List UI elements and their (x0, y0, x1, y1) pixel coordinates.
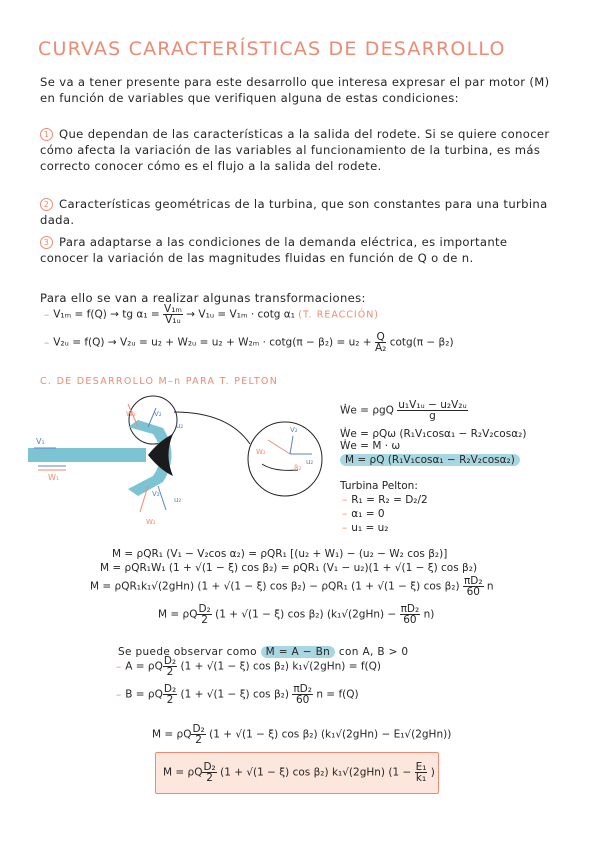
fraction (163, 656, 177, 677)
fraction (397, 400, 468, 421)
label-zoom-u2: u₂ (306, 458, 314, 466)
denominator: 60 (295, 694, 310, 706)
fraction (292, 684, 313, 705)
label-zoom-w2: W₂ (256, 448, 266, 456)
observe-text: con A, B > 0 (338, 646, 409, 658)
eq-text: n) (423, 608, 435, 621)
eq-text: cotg(π − β₂) (389, 336, 454, 349)
section-heading: C. DE DESARROLLO M–n PARA T. PELTON (40, 376, 279, 387)
fraction (375, 332, 386, 353)
pelton-condition-2: – α₁ = 0 (342, 508, 385, 520)
fraction (463, 576, 484, 597)
label-v2-bottom: V₂ (152, 490, 160, 498)
label-w2-top: W₂ (126, 410, 136, 418)
fraction (163, 304, 183, 325)
derivation-line-1: M = ρQR₁ (V₁ − V₂cos α₂) = ρQR₁ [(u₂ + W₁) − (u₂ − W₂ cos β₂)] (112, 548, 448, 560)
eq-text: (1 + √(1 − ξ) cos β₂) k₁√(2gHn) (1 − (220, 766, 412, 779)
numerator: u₁V₁ᵤ − u₂V₂ᵤ (398, 399, 467, 411)
label-zoom-beta: β₂ (294, 464, 302, 472)
eq-text: M = ρQ (158, 608, 198, 621)
denominator: A₂ (374, 342, 387, 354)
intro-paragraph: Se va a tener presente para este desarrollo que interesa expresar el par motor (M) en función de variables que verifiquen alguna de estas condiciones: (40, 75, 550, 105)
denominator: k₁ (415, 772, 427, 784)
zoom-v2-vector (290, 436, 293, 454)
highlight-pill: M = A − Bn (261, 646, 336, 658)
eq-text: A = ρQ (125, 660, 163, 673)
label-u2-bottom: u₂ (174, 496, 182, 504)
condition-text: u₁ = u₂ (351, 522, 389, 534)
item-text: Que dependan de las características a la salida del rodete. Si se quiere conocer cómo afecta la variación de las variables al funcionamiento de la turbina, es más correcto conocer cómo es el flujo a la salida del rodete. (40, 127, 550, 173)
label-v2-top: V₂ (154, 410, 162, 418)
observe-text: Se puede observar como (118, 646, 257, 658)
item-number: 1 (40, 128, 53, 141)
eq-text: M = ρQ (152, 728, 192, 741)
reaction-tag: (T. REACCIÓN) (298, 309, 380, 321)
numerator: E₁ (415, 761, 427, 773)
eq-text: M = ρQR₁k₁√(2gHn) (1 + √(1 − ξ) cos β₂) − ρQR₁ (1 + √(1 − ξ) cos β₂) (90, 580, 460, 593)
we-eq-1 (340, 400, 468, 421)
fraction (400, 604, 421, 625)
transform-eq-2: – V₂ᵤ = f(Q) → V₂ᵤ = u₂ + W₂ᵤ = u₂ + W₂ₘ · cotg(π − β₂) = u₂ + $\frac{Q}{\text{A₂}}$ cotg(π − β₂) (44, 331, 454, 354)
denominator: 2 (195, 734, 202, 746)
water-jet (28, 448, 146, 462)
numerator: D₂ (163, 655, 177, 667)
denominator: 2 (166, 694, 174, 706)
list-item-3 (40, 234, 560, 266)
eq-text: M = ρQ (163, 766, 203, 779)
eq-text: (1 + √(1 − ξ) cos β₂) k₁√(2gHn) = f(Q) (180, 660, 382, 673)
eq-text: B = ρQ (125, 688, 163, 701)
numerator: D₂ (163, 683, 177, 695)
label-v1: V₁ (36, 437, 45, 446)
pelton-condition-3: – u₁ = u₂ (342, 522, 389, 534)
page-title: CURVAS CARACTERÍSTICAS DE DESARROLLO (38, 38, 506, 60)
item-text: Para adaptarse a las condiciones de la demanda eléctrica, es importante conocer la variación de las magnitudes fluidas en función de Q o de n. (40, 235, 508, 265)
we-eq-3: Ẇe = M · ω (340, 440, 401, 452)
denominator: 60 (403, 614, 417, 626)
zoom-connector (174, 412, 250, 444)
eq-text: → V₁ᵤ = V₁ₘ · cotg α₁ (186, 308, 295, 321)
numerator: D₂ (198, 603, 211, 615)
highlight-pill: M = ρQ (R₁V₁cosα₁ − R₂V₂cosα₂) (340, 454, 520, 466)
eq-text: V₂ᵤ = f(Q) → V₂ᵤ = u₂ + W₂ᵤ = u₂ + W₂ₘ · cotg(π − β₂) = u₂ + (53, 336, 372, 349)
item-number: 3 (40, 236, 53, 249)
condition-text: α₁ = 0 (351, 508, 385, 520)
label-w1: W₁ (48, 473, 60, 482)
label-w2-bottom: W₂ (146, 518, 156, 526)
label-u2-top: u₂ (176, 422, 184, 430)
we-eq-2: Ẇe = ρQω (R₁V₁cosα₁ − R₂V₂cosα₂) (340, 428, 527, 440)
zoom-w2-vector (268, 440, 290, 454)
eq-text: n = f(Q) (316, 688, 359, 701)
numerator: D₂ (192, 723, 205, 735)
eq-text: Ẇe = ρgQ (340, 404, 394, 417)
numerator: Q (376, 331, 385, 343)
fraction (415, 762, 428, 783)
transform-eq-1: – V₁ₘ = f(Q) → tg α₁ = $\frac{\text{V₁ₘ}}{\text{V₁ᵤ}}$ → V₁ᵤ = V₁ₘ · cotg α₁ (T. REACCIÓN) (44, 303, 380, 326)
zoom-bucket-edge (262, 464, 298, 470)
pelton-condition-1: – R₁ = R₂ = D₂/2 (342, 494, 428, 506)
fraction (163, 684, 177, 705)
item-text: Características geométricas de la turbina, que son constantes para una turbina dada. (40, 197, 548, 227)
eq-text: (1 + √(1 − ξ) cos β₂) (180, 688, 289, 701)
eq-text: n (486, 580, 494, 593)
denominator: 2 (201, 614, 208, 626)
denominator: V₁ᵤ (165, 314, 181, 326)
final-eq (163, 762, 435, 783)
derivation-line-3 (90, 576, 494, 597)
list-item-2 (40, 196, 560, 228)
m-e1-eq (152, 724, 451, 745)
numerator: πD₂ (293, 683, 312, 695)
item-number: 2 (40, 198, 53, 211)
numerator: πD₂ (463, 575, 483, 587)
eq-text: (1 + √(1 − ξ) cos β₂) (k₁√(2gHn) − E₁√(2gHn)) (209, 728, 452, 741)
numerator: πD₂ (400, 603, 420, 615)
m-highlight-eq (340, 454, 520, 466)
m-main-eq (158, 604, 434, 625)
condition-text: R₁ = R₂ = D₂/2 (351, 494, 428, 506)
derivation-line-2: M = ρQR₁W₁ (1 + √(1 − ξ) cos β₂) = ρQR₁ (V₁ − u₂)(1 + √(1 − ξ) cos β₂) (100, 562, 478, 574)
transform-intro: Para ello se van a realizar algunas transformaciones: (40, 291, 366, 305)
list-item-1 (40, 126, 560, 174)
numerator: V₁ₘ (164, 303, 182, 315)
label-zoom-v2: V₂ (290, 426, 298, 434)
denominator: 2 (166, 666, 174, 678)
denominator: g (429, 410, 436, 422)
numerator: D₂ (203, 761, 216, 773)
pelton-title: Turbina Pelton: (340, 480, 418, 492)
eq-text: V₁ₘ = f(Q) → tg α₁ = (53, 308, 160, 321)
fraction (202, 762, 216, 783)
fraction (197, 604, 211, 625)
denominator: 2 (206, 772, 213, 784)
a-eq: – A = ρQ $\frac{\text{D₂}}{2}$ (1 + √(1 − ξ) cos β₂) k₁√(2gHn) = f(Q) (116, 655, 382, 678)
eq-text: ) (430, 766, 435, 779)
b-eq: – B = ρQ $\frac{\text{D₂}}{2}$ (1 + √(1 − ξ) cos β₂) $\frac{\text{πD₂}}{60}$ n = f(Q) (116, 683, 359, 706)
pelton-bucket-diagram (28, 392, 333, 532)
eq-text: (1 + √(1 − ξ) cos β₂) (k₁√(2gHn) − (215, 608, 397, 621)
denominator: 60 (466, 586, 480, 598)
fraction (191, 724, 205, 745)
